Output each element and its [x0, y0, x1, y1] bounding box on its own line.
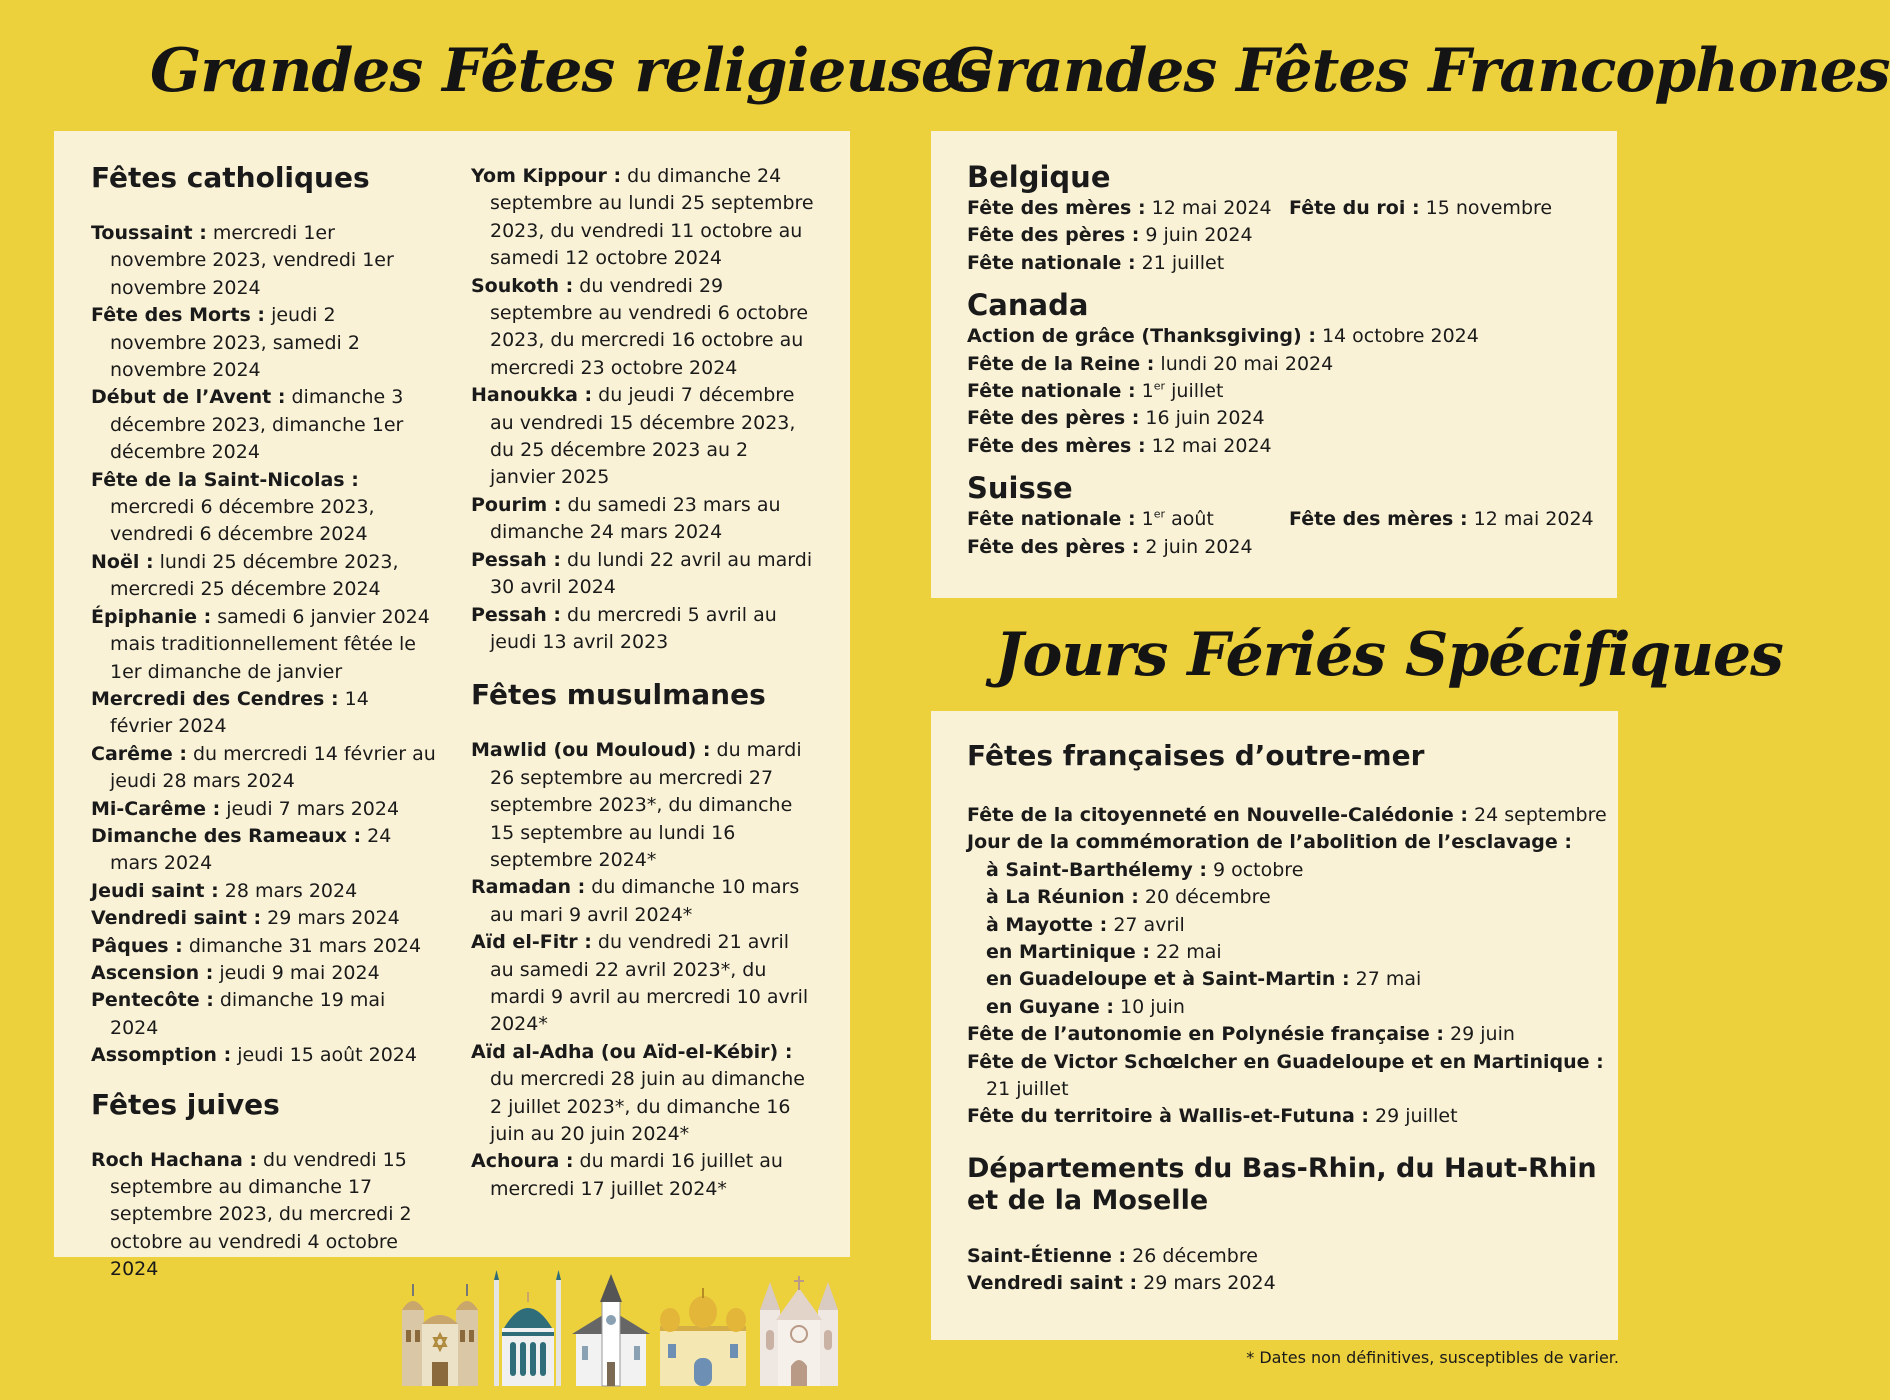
list-item: Jeudi saint : 28 mars 2024 [91, 879, 358, 902]
religious-column-right [471, 163, 816, 1203]
alsace-list [967, 1243, 1618, 1298]
list-item: Mi-Carême : jeudi 7 mars 2024 [91, 797, 400, 820]
list-item: Assomption : jeudi 15 août 2024 [91, 1044, 417, 1067]
list-item: Achoura : du mardi 16 juillet au mercredi 17 juillet 2024* [471, 1150, 783, 1200]
outremer-heading: Fêtes françaises d’outre-mer [967, 739, 1425, 772]
jewish-list [471, 163, 816, 656]
orthodox-church-icon [660, 1288, 746, 1386]
list-item: Fête du roi : 15 novembre [1289, 197, 1553, 219]
list-item: à Mayotte : 27 avril [986, 913, 1185, 936]
list-item: Jour de la commémoration de l’abolition de l’esclavage : [967, 831, 1572, 854]
list-item: Début de l’Avent : dimanche 3 décembre 2023, dimanche 1er décembre 2024 [91, 386, 404, 464]
country-suisse: Suisse [967, 471, 1073, 506]
list-item: 21 juillet [986, 1078, 1069, 1101]
list-item: Fête de la Saint-Nicolas : mercredi 6 décembre 2023, vendredi 6 décembre 2024 [91, 468, 375, 546]
list-item: Vendredi saint : 29 mars 2024 [91, 907, 400, 930]
list-item: à Saint-Barthélemy : 9 octobre [986, 858, 1304, 881]
country-canada: Canada [967, 288, 1089, 323]
list-item: à La Réunion : 20 décembre [986, 886, 1271, 909]
list-item: Fête du territoire à Wallis-et-Futuna : 29 juillet [967, 1105, 1458, 1128]
religious-column-left [91, 161, 436, 1284]
list-item: Fête nationale : 1er juillet [967, 379, 1224, 403]
list-item: Roch Hachana : du vendredi 15 septembre au dimanche 17 septembre 2023, du mercredi 2 octobre au vendredi 4 octobre 2024 [91, 1148, 412, 1281]
title-francophone: Grandes Fêtes Francophones [944, 36, 1890, 106]
suisse-list [967, 506, 1617, 561]
muslim-list [471, 737, 816, 1203]
church-icon [572, 1274, 650, 1386]
list-item: Fête de la Reine : lundi 20 mai 2024 [967, 352, 1334, 375]
list-item: Fête des pères : 16 juin 2024 [967, 407, 1265, 430]
list-item: Épiphanie : samedi 6 janvier 2024 mais traditionnellement fêtée le 1er dimanche de janvier [91, 605, 430, 683]
list-item: Fête des pères : 2 juin 2024 [967, 535, 1253, 558]
list-item: en Martinique : 22 mai [986, 941, 1222, 964]
list-item: Pessah : du lundi 22 avril au mardi 30 avril 2024 [471, 548, 813, 599]
list-item: Action de grâce (Thanksgiving) : 14 octobre 2024 [967, 325, 1479, 348]
francophone-panel [931, 131, 1617, 598]
mosque-icon [494, 1270, 561, 1386]
list-item: Pourim : du samedi 23 mars au dimanche 24 mars 2024 [471, 493, 781, 544]
list-item: Pâques : dimanche 31 mars 2024 [91, 934, 422, 957]
muslim-heading: Fêtes musulmanes [471, 678, 766, 712]
list-item: Ramadan : du dimanche 10 mars au mari 9 avril 2024* [471, 876, 800, 926]
specific-panel [931, 711, 1618, 1340]
list-item: Fête de Victor Schœlcher en Guadeloupe et en Martinique : [967, 1050, 1604, 1073]
buildings-illustration [398, 1270, 848, 1392]
outremer-list [967, 802, 1618, 1131]
list-item: Hanoukka : du jeudi 7 décembre au vendredi 15 décembre 2023, du 25 décembre 2023 au 2 janvier 2025 [471, 384, 796, 489]
list-item: Pentecôte : dimanche 19 mai 2024 [91, 989, 386, 1039]
cathedral-icon [760, 1276, 838, 1386]
list-item: Vendredi saint : 29 mars 2024 [967, 1272, 1276, 1295]
list-item: Ascension : jeudi 9 mai 2024 [91, 961, 380, 984]
list-item: Carême : du mercredi 14 février au jeudi 28 mars 2024 [91, 742, 436, 793]
list-item: Toussaint : mercredi 1er novembre 2023, vendredi 1er novembre 2024 [91, 222, 394, 299]
jewish-heading: Fêtes juives [91, 1087, 280, 1121]
list-item: Fête des mères : 12 mai 2024 [967, 434, 1272, 457]
list-item: Fête nationale : 1er août [967, 507, 1214, 531]
list-item: en Guyane : 10 juin [986, 995, 1185, 1018]
list-item: Noël : lundi 25 décembre 2023, mercredi 25 décembre 2024 [91, 550, 399, 601]
list-item: Pessah : du mercredi 5 avril au jeudi 13 avril 2023 [471, 603, 777, 653]
list-item: Mercredi des Cendres : 14 février 2024 [91, 687, 369, 738]
catholic-list [91, 220, 436, 1070]
title-religious: Grandes Fêtes religieuses [150, 36, 991, 106]
belgique-list [967, 195, 1617, 277]
country-belgique: Belgique [967, 160, 1111, 194]
list-item: Saint-Étienne : 26 décembre [967, 1244, 1258, 1267]
catholic-heading: Fêtes catholiques [91, 161, 370, 194]
list-item: Soukoth : du vendredi 29 septembre au vendredi 6 octobre 2023, du mercredi 16 octobre au mercredi 23 octobre 2024 [471, 274, 809, 379]
list-item: Fête des mères : 12 mai 2024 [1289, 508, 1594, 531]
religious-panel [54, 131, 850, 1281]
footnote: * Dates non définitives, susceptibles de varier. [1246, 1348, 1619, 1367]
list-item: Fête des Morts : jeudi 2 novembre 2023, samedi 2 novembre 2024 [91, 304, 360, 382]
title-specific: Jours Fériés Spécifiques [995, 620, 1783, 690]
list-item: Fête de la citoyenneté en Nouvelle-Calédonie : 24 septembre [967, 804, 1607, 826]
synagogue-icon [402, 1284, 478, 1386]
list-item: Mawlid (ou Mouloud) : du mardi 26 septembre au mercredi 27 septembre 2023*, du dimanche 15 septembre au lundi 16 septembre 2024* [471, 739, 802, 871]
list-item: Fête des pères : 9 juin 2024 [967, 224, 1253, 247]
list-item: Dimanche des Rameaux : 24 mars 2024 [91, 824, 392, 875]
list-item: Yom Kippour : du dimanche 24 septembre au lundi 25 septembre 2023, du vendredi 11 octobre au samedi 12 octobre 2024 [471, 165, 814, 270]
alsace-heading: Départements du Bas-Rhin, du Haut-Rhin et de la Moselle [967, 1152, 1597, 1216]
list-item: Aïd el-Fitr : du vendredi 21 avril au samedi 22 avril 2023*, du mardi 9 avril au mercredi 10 avril 2024* [471, 931, 809, 1036]
canada-list [967, 323, 1617, 460]
list-item: Fête des mères : 12 mai 2024 [967, 197, 1272, 219]
list-item: Fête nationale : 21 juillet [967, 251, 1225, 274]
list-item: Fête de l’autonomie en Polynésie française : 29 juin [967, 1023, 1515, 1046]
list-item: en Guadeloupe et à Saint-Martin : 27 mai [986, 968, 1422, 991]
list-item: Aïd al-Adha (ou Aïd-el-Kébir) : du mercredi 28 juin au dimanche 2 juillet 2023*, du dimanche 16 juin au 20 juin 2024* [471, 1040, 805, 1145]
